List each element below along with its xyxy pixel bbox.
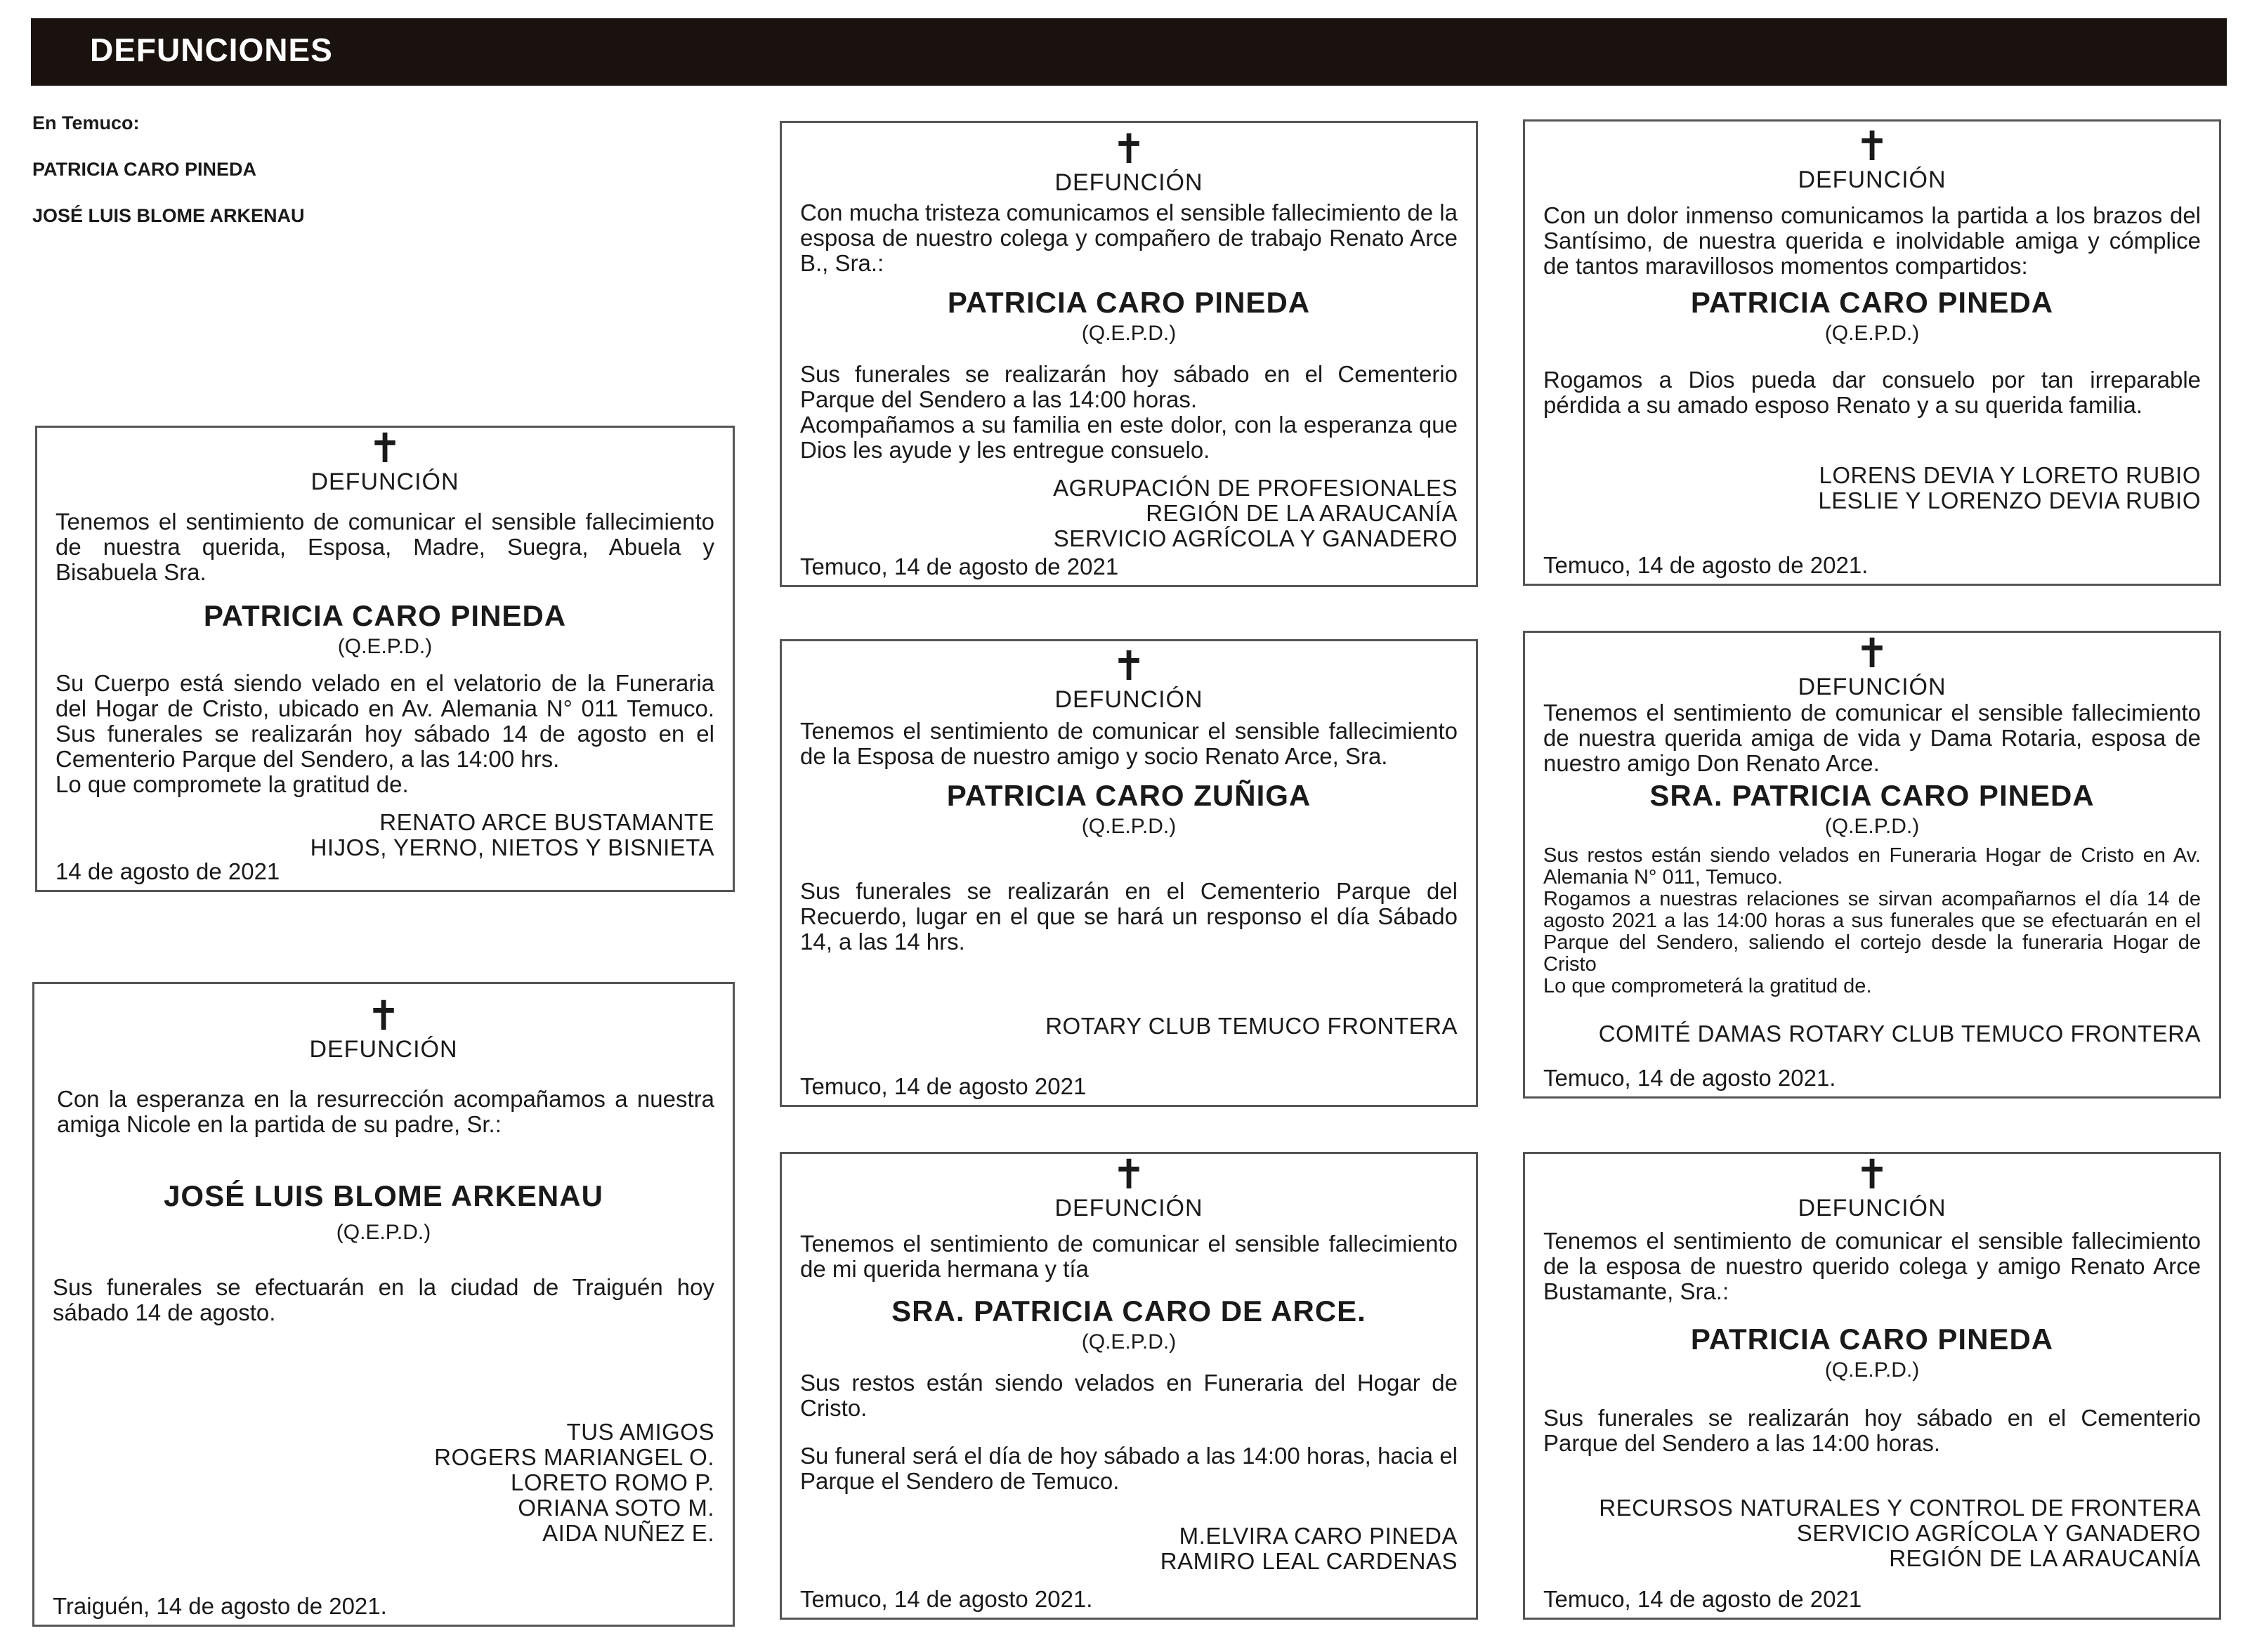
signature-line: TUS AMIGOS	[566, 1419, 714, 1445]
notice-title: DEFUNCIÓN	[1054, 1195, 1203, 1221]
signature-line: ORIANA SOTO M.	[518, 1495, 714, 1521]
signature-line: REGIÓN DE LA ARAUCANÍA	[1889, 1545, 2201, 1571]
notice-body: Sus funerales se realizarán hoy sábado en el Cementerio Parque del Sendero a las 14:00 horas.	[800, 361, 1458, 412]
notice-title: DEFUNCIÓN	[310, 468, 459, 495]
obituary-notice	[32, 982, 735, 1627]
signature-line: HIJOS, YERNO, NIETOS Y BISNIETA	[310, 834, 714, 860]
signature-line: SERVICIO AGRÍCOLA Y GANADERO	[1796, 1520, 2201, 1546]
notice-title: DEFUNCIÓN	[1054, 169, 1203, 196]
qepd-label: (Q.E.P.D.)	[337, 635, 433, 658]
signature-line: ROTARY CLUB TEMUCO FRONTERA	[1045, 1013, 1458, 1039]
qepd-label: (Q.E.P.D.)	[1081, 1330, 1177, 1353]
notice-date: 14 de agosto de 2021	[55, 858, 280, 884]
notice-body: Sus funerales se realizarán hoy sábado en el Cementerio Parque del Sendero a las 14:00 horas.	[1543, 1405, 2201, 1456]
qepd-label: (Q.E.P.D.)	[1824, 1358, 1920, 1382]
notice-title: DEFUNCIÓN	[1054, 686, 1203, 713]
notice-title: DEFUNCIÓN	[309, 1036, 458, 1063]
deceased-name: JOSÉ LUIS BLOME ARKENAU	[164, 1179, 603, 1212]
signature-line: LORETO ROMO P.	[510, 1469, 714, 1495]
qepd-label: (Q.E.P.D.)	[1081, 815, 1177, 838]
notice-title: DEFUNCIÓN	[1798, 166, 1947, 193]
index-name: JOSÉ LUIS BLOME ARKENAU	[32, 205, 305, 226]
deceased-name: PATRICIA CARO PINEDA	[1690, 1323, 2054, 1356]
notice-body: Su funeral será el día de hoy sábado a las 14:00 horas, hacia el Parque el Sendero de Temuco.	[800, 1443, 1458, 1494]
notice-intro: Con mucha tristeza comunicamos el sensible fallecimiento de la esposa de nuestro colega y compañero de trabajo Renato Arce B., Sra.:	[800, 199, 1458, 276]
cross-icon: ✝	[367, 424, 403, 472]
notice-date: Traiguén, 14 de agosto de 2021.	[53, 1593, 387, 1619]
signature-line: REGIÓN DE LA ARAUCANÍA	[1146, 500, 1458, 526]
notice-date: Temuco, 14 de agosto 2021.	[800, 1586, 1093, 1612]
signature-line: AGRUPACIÓN DE PROFESIONALES	[1053, 475, 1458, 501]
deceased-name: PATRICIA CARO PINEDA	[1690, 286, 2054, 319]
notice-title: DEFUNCIÓN	[1798, 1195, 1947, 1221]
signature-line: SERVICIO AGRÍCOLA Y GANADERO	[1053, 525, 1458, 551]
cross-icon: ✝	[1111, 125, 1146, 173]
notice-body: Rogamos a nuestras relaciones se sirvan acompañarnos el día 14 de agosto 2021 a las 14:00 horas a sus funerales que se efectuarán en el Parque del Sendero, saliendo el cortejo desde la funeraria Hogar de Cristo	[1543, 888, 2201, 976]
qepd-label: (Q.E.P.D.)	[336, 1221, 431, 1244]
notice-intro: Tenemos el sentimiento de comunicar el sensible fallecimiento de mi querida hermana y tía	[800, 1231, 1458, 1282]
notice-body: Acompañamos a su familia en este dolor, con la esperanza que Dios les ayude y les entregue consuelo.	[800, 412, 1458, 463]
signature-line: M.ELVIRA CARO PINEDA	[1179, 1523, 1458, 1549]
notice-body: Sus restos están siendo velados en Funeraria del Hogar de Cristo.	[800, 1370, 1458, 1421]
cross-icon: ✝	[366, 992, 401, 1040]
cross-icon: ✝	[1111, 642, 1146, 690]
notice-date: Temuco, 14 de agosto de 2021.	[1543, 552, 1869, 578]
notice-body: Lo que comprometerá la gratitud de.	[1543, 975, 1872, 997]
signature-line: RECURSOS NATURALES Y CONTROL DE FRONTERA	[1599, 1495, 2201, 1521]
deceased-name: PATRICIA CARO PINEDA	[947, 286, 1311, 319]
notice-intro: Con la esperanza en la resurrección acompañamos a nuestra amiga Nicole en la partida de su padre, Sr.:	[57, 1086, 714, 1137]
signature-line: LORENS DEVIA Y LORETO RUBIO	[1819, 462, 2201, 488]
deceased-name: PATRICIA CARO ZUÑIGA	[946, 779, 1311, 812]
signature-line: COMITÉ DAMAS ROTARY CLUB TEMUCO FRONTERA	[1598, 1021, 2201, 1047]
notice-body: Sus funerales se efectuarán en la ciudad de Traiguén hoy sábado 14 de agosto.	[53, 1274, 714, 1325]
notice-intro: Tenemos el sentimiento de comunicar el sensible fallecimiento de la Esposa de nuestro amigo y socio Renato Arce, Sra.	[800, 718, 1458, 769]
cross-icon: ✝	[1854, 1150, 1890, 1198]
notice-body: Sus restos están siendo velados en Funeraria Hogar de Cristo en Av. Alemania N° 011, Temuco.	[1543, 844, 2201, 889]
deceased-name: PATRICIA CARO PINEDA	[203, 599, 567, 632]
qepd-label: (Q.E.P.D.)	[1081, 322, 1177, 345]
deaths-index	[32, 112, 305, 251]
qepd-label: (Q.E.P.D.)	[1824, 322, 1920, 345]
signature-line: LESLIE Y LORENZO DEVIA RUBIO	[1818, 487, 2201, 513]
index-name: PATRICIA CARO PINEDA	[32, 159, 257, 180]
cross-icon: ✝	[1854, 122, 1890, 170]
notice-intro: Tenemos el sentimiento de comunicar el sensible fallecimiento de la esposa de nuestro querido colega y amigo Renato Arce Bustamante, Sra.:	[1543, 1228, 2201, 1304]
signature-line: AIDA NUÑEZ E.	[542, 1520, 714, 1546]
obituary-notice	[780, 121, 1478, 587]
notice-date: Temuco, 14 de agosto de 2021	[1543, 1586, 1862, 1612]
obituary-notice	[780, 639, 1478, 1107]
section-header	[31, 18, 2227, 86]
notice-intro: Tenemos el sentimiento de comunicar el sensible fallecimiento de nuestra querida amiga de vida y Dama Rotaria, esposa de nuestro amigo Don Renato Arce.	[1543, 700, 2201, 776]
obituary-notice	[1523, 631, 2221, 1099]
notice-body: Lo que compromete la gratitud de.	[55, 771, 409, 797]
obituary-notice	[1523, 1152, 2221, 1620]
notice-date: Temuco, 14 de agosto 2021	[800, 1073, 1087, 1099]
cross-icon: ✝	[1854, 629, 1890, 677]
notice-body: Su Cuerpo está siendo velado en el velatorio de la Funeraria del Hogar de Cristo, ubicado en Av. Alemania N° 011 Temuco. Sus funerales se realizarán hoy sábado 14 de agosto en el Cementerio Parque del Sendero, a las 14:00 hrs.	[55, 670, 714, 772]
section-title: DEFUNCIONES	[90, 32, 333, 68]
obituary-notice	[1523, 119, 2221, 586]
notice-date: Temuco, 14 de agosto 2021.	[1543, 1065, 1836, 1091]
index-location: En Temuco:	[32, 112, 140, 133]
cross-icon: ✝	[1111, 1150, 1146, 1198]
notice-body: Sus funerales se realizarán en el Cementerio Parque del Recuerdo, lugar en el que se hará un responso el día Sábado 14, a las 14 hrs.	[800, 878, 1458, 955]
obituary-notice	[35, 426, 735, 892]
deceased-name: SRA. PATRICIA CARO PINEDA	[1649, 779, 2095, 812]
notice-title: DEFUNCIÓN	[1798, 674, 1947, 700]
notice-body: Rogamos a Dios pueda dar consuelo por tan irreparable pérdida a su amado esposo Renato y a su querida familia.	[1543, 367, 2201, 418]
signature-line: RENATO ARCE BUSTAMANTE	[379, 809, 714, 835]
qepd-label: (Q.E.P.D.)	[1824, 815, 1920, 838]
obituary-notice	[780, 1152, 1478, 1620]
deceased-name: SRA. PATRICIA CARO DE ARCE.	[891, 1294, 1366, 1328]
notice-date: Temuco, 14 de agosto de 2021	[800, 553, 1119, 579]
signature-line: ROGERS MARIANGEL O.	[434, 1444, 714, 1470]
signature-line: RAMIRO LEAL CARDENAS	[1160, 1548, 1458, 1574]
notice-intro: Con un dolor inmenso comunicamos la partida a los brazos del Santísimo, de nuestra querida e inolvidable amiga y cómplice de tantos maravillosos momentos compartidos:	[1543, 202, 2201, 279]
notice-intro: Tenemos el sentimiento de comunicar el sensible fallecimiento de nuestra querida, Esposa, Madre, Suegra, Abuela y Bisabuela Sra.	[55, 509, 714, 585]
